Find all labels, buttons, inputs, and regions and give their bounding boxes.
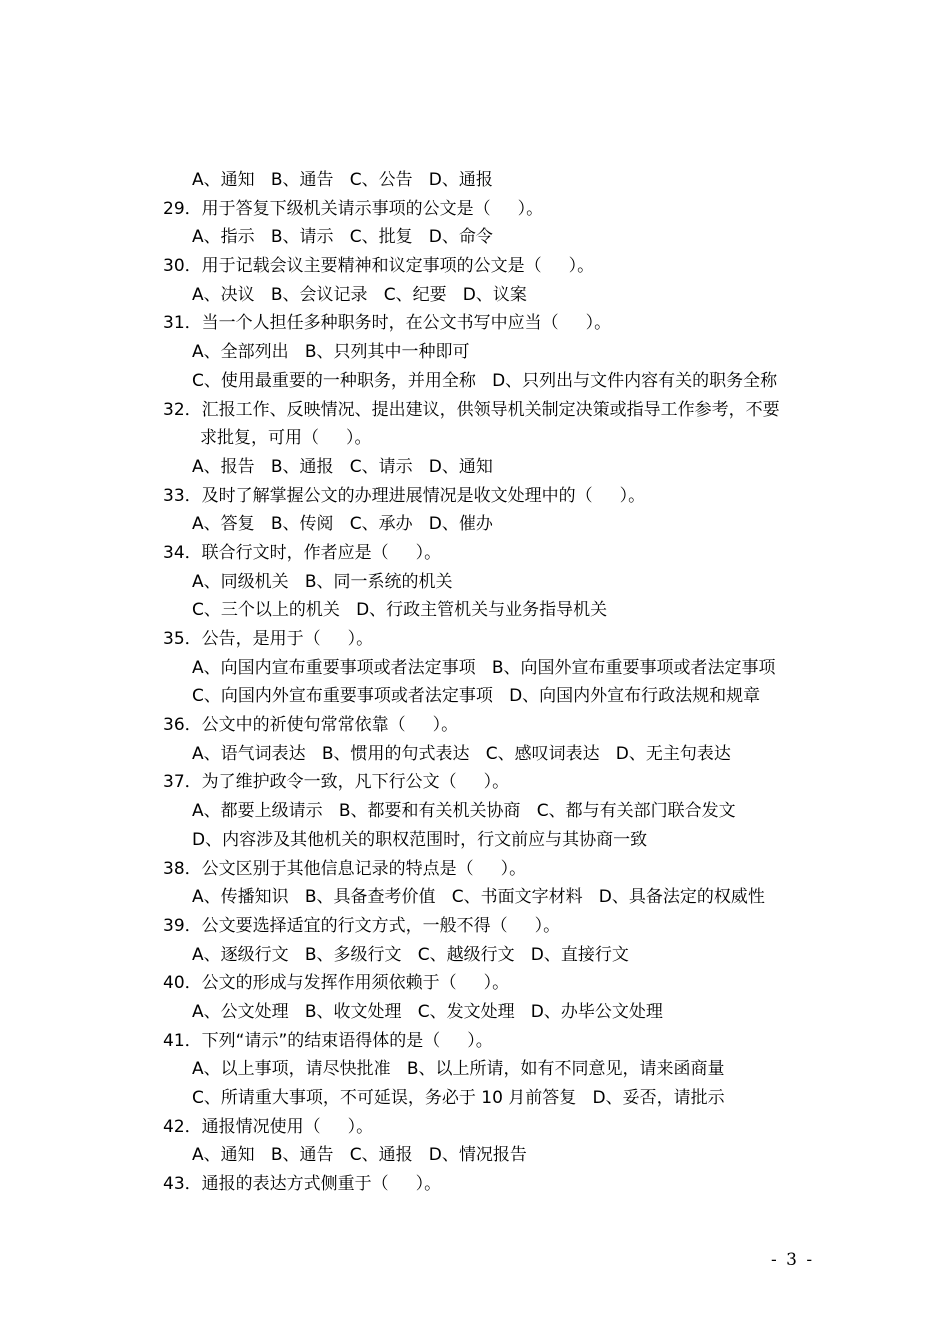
question-line: 33．及时了解掌握公文的办理进展情况是收文处理中的（ ）。	[163, 485, 646, 506]
options-line: C、向国内外宣布重要事项或者法定事项 D、向国内外宣布行政法规和规章	[192, 686, 761, 707]
options-line: A、同级机关 B、同一系统的机关	[192, 571, 453, 592]
question-line: 35．公告，是用于（ ）。	[163, 629, 374, 649]
options-line: A、全部列出 B、只列其中一种即可	[192, 342, 470, 363]
question-line: 29．用于答复下级机关请示事项的公文是（ ）。	[163, 198, 544, 219]
options-line: C、三个以上的机关 D、行政主管机关与业务指导机关	[192, 600, 608, 621]
options-line: A、通知 B、通告 C、公告 D、通报	[192, 170, 493, 190]
question-line: 36．公文中的祈使句常常依靠（ ）。	[163, 715, 459, 736]
question-line: 41．下列“请示”的结束语得体的是（ ）。	[163, 1030, 493, 1051]
question-line: 37．为了维护政令一致，凡下行公文（ ）。	[163, 772, 510, 793]
question-line: 34．联合行文时，作者应是（ ）。	[163, 542, 442, 563]
question-line: 31．当一个人担任多种职务时，在公文书写中应当（ ）。	[163, 313, 612, 334]
options-line: A、公文处理 B、收文处理 C、发文处理 D、办毕公文处理	[192, 1001, 663, 1022]
options-line: A、决议 B、会议记录 C、纪要 D、议案	[192, 284, 527, 305]
page-number: - 3 -	[771, 1250, 815, 1270]
options-line: A、以上事项，请尽快批准 B、以上所请，如有不同意见，请来函商量	[192, 1059, 725, 1080]
question-continuation-line: 求批复，可用（ ）。	[200, 428, 372, 449]
question-line: 40．公文的形成与发挥作用须依赖于（ ）。	[163, 973, 510, 994]
options-line: A、传播知识 B、具备查考价值 C、书面文字材料 D、具备法定的权威性	[192, 887, 765, 908]
question-line: 32．汇报工作、反映情况、提出建议，供领导机关制定决策或指导工作参考，不要	[163, 399, 780, 420]
question-line: 43．通报的表达方式侧重于（ ）。	[163, 1174, 442, 1195]
options-line: A、指示 B、请示 C、批复 D、命令	[192, 227, 493, 248]
options-line: A、向国内宣布重要事项或者法定事项 B、向国外宣布重要事项或者法定事项	[192, 657, 776, 678]
question-line: 39．公文要选择适宜的行文方式，一般不得（ ）。	[163, 915, 561, 936]
options-line: C、所请重大事项，不可延误，务必于 10 月前答复 D、妥否，请批示	[192, 1088, 725, 1108]
options-line: A、逐级行文 B、多级行文 C、越级行文 D、直接行文	[192, 944, 629, 965]
options-line: C、使用最重要的一种职务，并用全称 D、只列出与文件内容有关的职务全称	[192, 370, 778, 391]
question-list	[0, 166, 950, 1199]
options-line: A、都要上级请示 B、都要和有关机关协商 C、都与有关部门联合发文	[192, 801, 736, 822]
question-line: 42．通报情况使用（ ）。	[163, 1116, 374, 1137]
options-line: A、语气词表达 B、惯用的句式表达 C、感叹词表达 D、无主句表达	[192, 743, 731, 764]
options-line: A、报告 B、通报 C、请示 D、通知	[192, 456, 493, 477]
question-line: 30．用于记载会议主要精神和议定事项的公文是（ ）。	[163, 256, 595, 277]
options-line: A、答复 B、传阅 C、承办 D、催办	[192, 514, 493, 535]
options-line: D、内容涉及其他机关的职权范围时，行文前应与其协商一致	[192, 829, 648, 850]
question-line: 38．公文区别于其他信息记录的特点是（ ）。	[163, 858, 527, 879]
options-line: A、通知 B、通告 C、通报 D、情况报告	[192, 1145, 527, 1166]
